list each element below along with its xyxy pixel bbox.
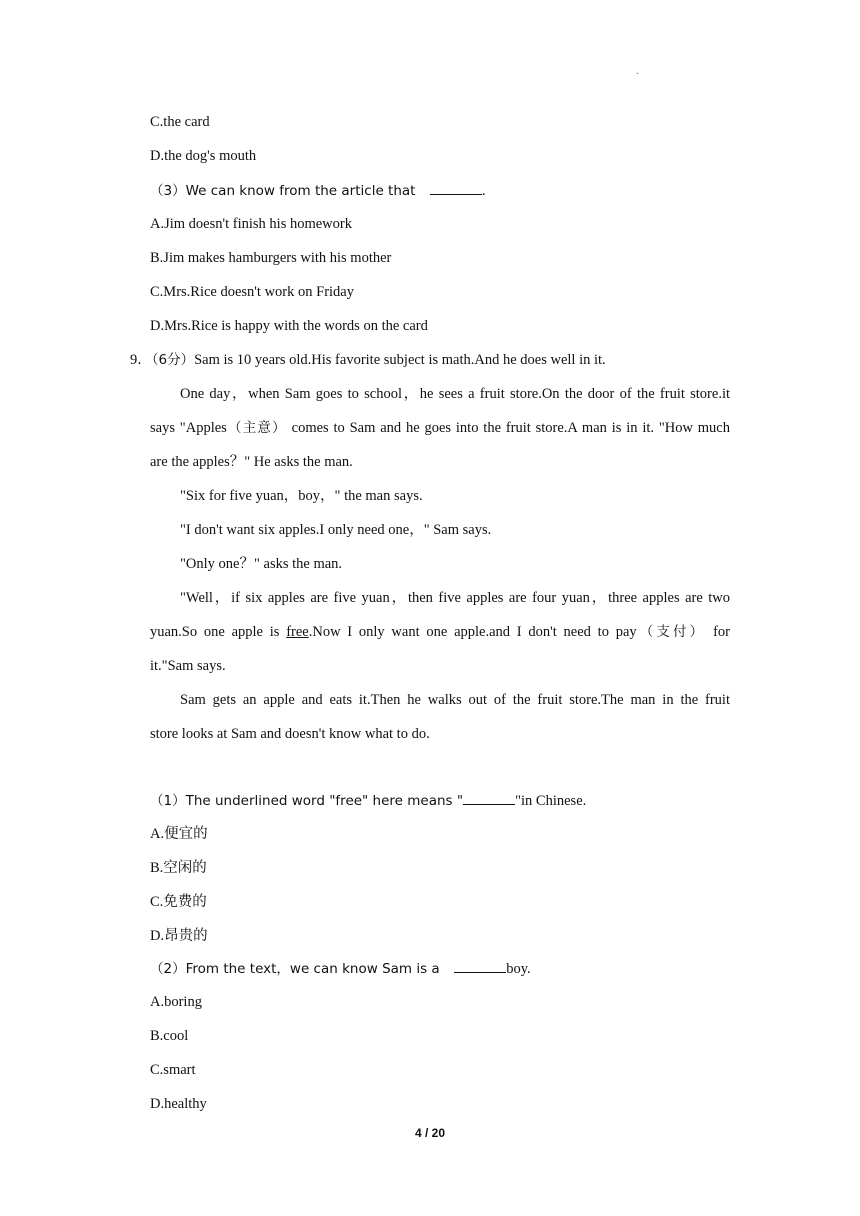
question-9-intro [130,350,730,370]
page-number: 4 / 20 [414,1126,446,1140]
passage-line: store looks at Sam and doesn't know what to do. [150,726,430,742]
passage-line: it."Sam says. [150,658,226,674]
passage-line: "Only one？" asks the man. [180,556,343,572]
passage-line: "Well，if six apples are five yuan，then five apples are four yuan，three apples are two [180,590,730,606]
option-d: D.昂贵的 [150,928,208,944]
passage-line: Sam gets an apple and eats it.Then he walks out of the fruit store.The man in the fruit [180,692,730,708]
underlined-word: free [286,624,309,640]
option-d: D.Mrs.Rice is happy with the words on the card [150,318,428,334]
header-dot: . [636,66,639,77]
answer-blank [463,790,515,805]
question-number: 9． [130,352,152,368]
question-score: （6分） [151,352,195,368]
question-text: （1）The underlined word "free" here means " [150,793,464,809]
passage-text: .Now I only want one apple.and I don't need to pay [308,624,637,640]
question-text: （3）We can know from the article that [150,183,416,199]
question-suffix: boy. [506,961,531,977]
question-intro-text: Sam is 10 years old.His favorite subject is math.And he does well in it. [194,352,606,368]
option-b: B.空闲的 [150,860,207,876]
passage-note: （支付） [636,624,707,640]
passage-line: One day，when Sam goes to school，he sees a fruit store.On the door of the fruit store.it [180,386,730,402]
passage-text: for [713,624,731,640]
passage-note: （主意） [226,420,287,436]
option-b: B.Jim makes hamburgers with his mother [150,250,392,266]
passage-text: comes to Sam and he goes into the fruit store.A man is in it. "How much [291,420,730,436]
question-suffix: . [481,183,486,199]
question-text: （2）From the text，we can know Sam is a [150,961,440,977]
option-a: A.Jim doesn't finish his homework [150,216,352,232]
option-a: A.便宜的 [150,826,208,842]
passage-text: says "Apples [150,420,227,436]
option-c: C.Mrs.Rice doesn't work on Friday [150,284,354,300]
option-c: C.smart [150,1062,196,1078]
passage-line: are the apples？" He asks the man. [150,454,353,470]
option-c: C.the card [150,114,210,130]
question-9-1 [150,790,730,811]
option-d: D.healthy [150,1096,207,1112]
passage-line [150,418,730,438]
passage-text: yuan.So one apple is [150,624,280,640]
question-8-3 [150,180,730,201]
answer-blank [454,958,506,973]
passage-line: "I don't want six apples.I only need one，" Sam says. [180,522,492,538]
option-c: C.免费的 [150,894,207,910]
option-d: D.the dog's mouth [150,148,257,164]
option-a: A.boring [150,994,202,1010]
question-suffix: "in Chinese. [515,793,587,809]
option-b: B.cool [150,1028,189,1044]
answer-blank [430,180,482,195]
passage-line: "Six for five yuan，boy，" the man says. [180,488,423,504]
question-9-2 [150,958,730,979]
passage-line [150,622,730,642]
